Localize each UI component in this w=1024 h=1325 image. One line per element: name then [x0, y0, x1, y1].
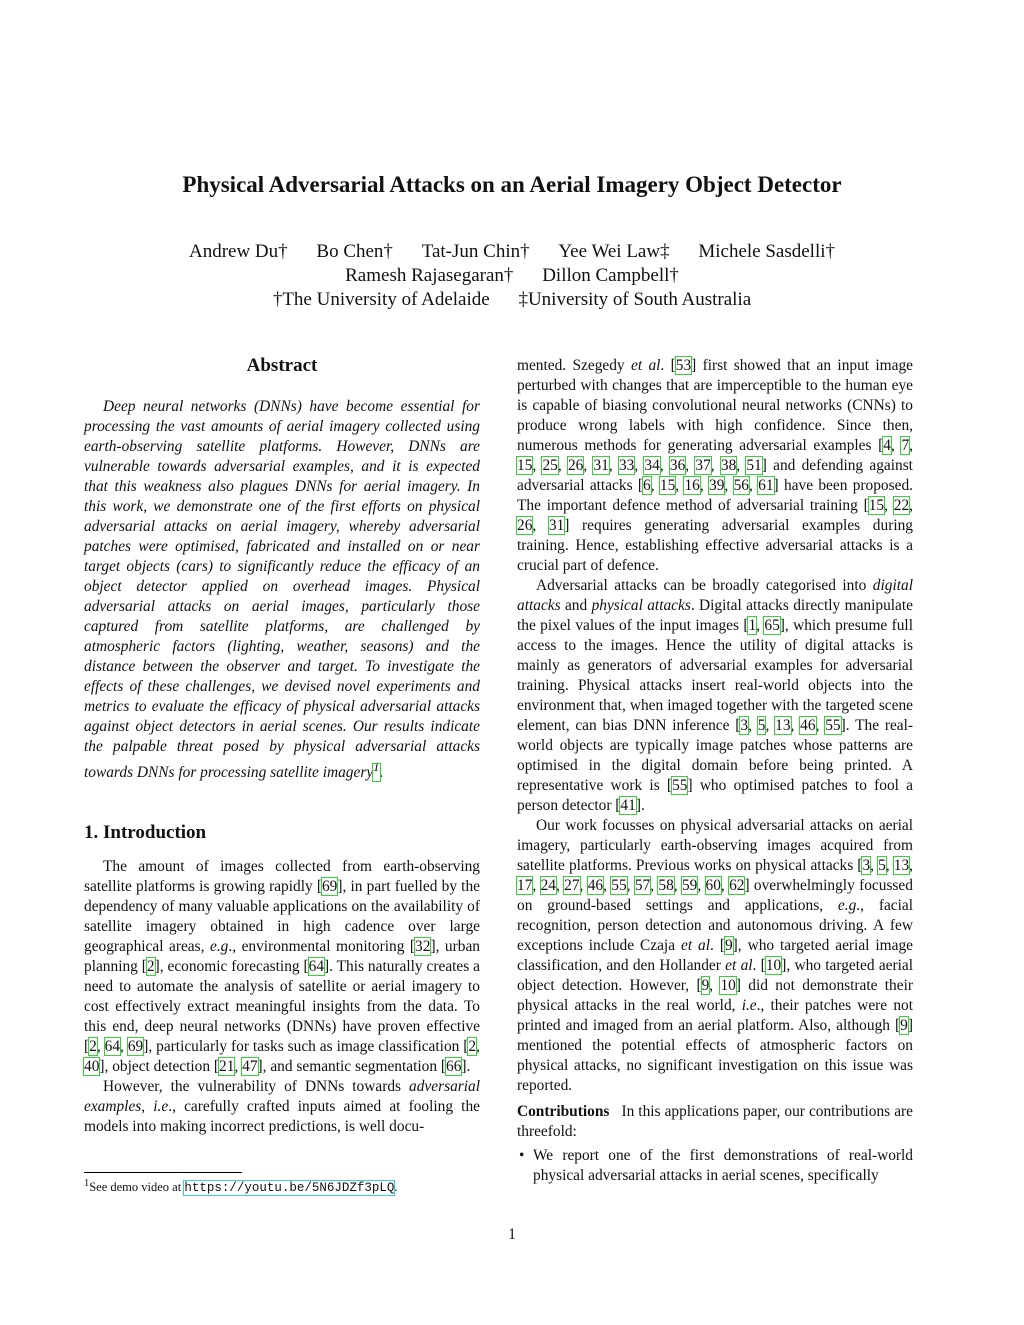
citation-link[interactable]: 55	[611, 877, 627, 894]
author: Dillon Campbell†	[542, 265, 679, 286]
citation-link[interactable]: 41	[620, 797, 636, 814]
citation-link[interactable]: 13	[893, 857, 910, 874]
citation-link[interactable]: 16	[684, 477, 700, 494]
author: Michele Sasdelli†	[698, 241, 836, 262]
citation-link[interactable]: 60	[705, 877, 721, 894]
citation-link[interactable]: 64	[308, 958, 325, 976]
citation-link[interactable]: 56	[733, 477, 749, 494]
citation-link[interactable]: 33	[618, 457, 635, 474]
citation-link[interactable]: 13	[775, 717, 791, 734]
citation-link[interactable]: 17	[517, 877, 533, 894]
citation-link[interactable]: 9	[724, 937, 733, 954]
intro-paragraph-2: However, the vulnerability of DNNs towards adversarial examples, i.e., carefully crafted inputs aimed at fooling the models into making incorrect predictions, is well docu-	[84, 1078, 480, 1136]
affiliations	[0, 288, 1024, 312]
citation-link[interactable]: 2	[468, 1038, 477, 1056]
footnote-link[interactable]: 1	[373, 764, 379, 781]
citation-link[interactable]: 61	[758, 477, 774, 494]
citation-link[interactable]: 51	[746, 457, 762, 474]
citation-link[interactable]: 36	[669, 457, 686, 474]
citation-link[interactable]: 66	[446, 1058, 462, 1076]
citation-link[interactable]: 46	[800, 717, 816, 734]
citation-link[interactable]: 39	[709, 477, 725, 494]
citation-link[interactable]: 2	[89, 1038, 97, 1056]
citation-link[interactable]: 26	[567, 457, 584, 474]
citation-link[interactable]: 34	[644, 457, 660, 474]
contributions-paragraph: Contributions In this applications paper, our contributions are threefold:	[517, 1103, 913, 1140]
right-column	[517, 356, 913, 1186]
paper-title: Physical Adversarial Attacks on an Aerial Imagery Object Detector	[182, 172, 842, 197]
citation-link[interactable]: 15	[659, 477, 676, 494]
citation-link[interactable]: 69	[321, 878, 338, 896]
citation-link[interactable]: 2	[146, 958, 155, 976]
authors-line-2	[0, 264, 1024, 288]
citation-link[interactable]: 21	[219, 1058, 235, 1076]
citation-link[interactable]: 7	[901, 437, 910, 454]
citation-link[interactable]: 1	[748, 617, 757, 634]
intro-paragraph-2-cont: mented. Szegedy et al. [53] first showed that an input image perturbed with changes that are imperceptible to the human eye is capable of biasing convolutional neural networks (CNNs) to produce wrong labels with high confidence. Since then, numerous methods for generating adversarial examples [4, 7, 15, 25, 26, 31, 33, 34, 36, 37, 38, 51] and defending against adversarial attacks [6, 15, 16, 39, 56, 61] have been proposed. The important defence method of adversarial training [15, 22, 26, 31] requires generating adversarial examples during training. Hence, establishing effective adversarial attacks is a crucial part of defence.	[517, 357, 914, 574]
citation-link[interactable]: 15	[868, 497, 885, 514]
citation-link[interactable]: 31	[548, 517, 565, 534]
author: Yee Wei Law‡	[558, 241, 670, 262]
citation-link[interactable]: 55	[672, 777, 688, 794]
author: Andrew Du†	[188, 241, 288, 262]
abstract-heading: Abstract	[246, 355, 318, 376]
citation-link[interactable]: 58	[658, 877, 674, 894]
citation-link[interactable]: 65	[764, 617, 780, 634]
citation-link[interactable]: 9	[900, 1017, 908, 1034]
citation-link[interactable]: 64	[104, 1038, 121, 1056]
citation-link[interactable]: 24	[540, 877, 556, 894]
citation-link[interactable]: 46	[587, 877, 604, 894]
citation-link[interactable]: 3	[740, 717, 749, 734]
author: Tat-Jun Chin†	[421, 241, 530, 262]
footnote-rule	[84, 1172, 242, 1173]
author-block	[0, 240, 1024, 312]
citation-link[interactable]: 10	[720, 977, 736, 994]
citation-link[interactable]: 59	[681, 877, 698, 894]
citation-link[interactable]: 4	[883, 437, 891, 454]
citation-link[interactable]: 26	[517, 517, 533, 534]
citation-link[interactable]: 10	[765, 957, 782, 974]
citation-link[interactable]: 5	[878, 857, 886, 874]
citation-link[interactable]: 15	[517, 457, 533, 474]
contributions-list	[517, 1146, 913, 1186]
citation-link[interactable]: 31	[593, 457, 609, 474]
abstract-text: Deep neural networks (DNNs) have become essential for processing the vast amounts of aerial imagery collected using earth-observing satellite platforms. However, DNNs are vulnerable towards adversarial examples, and it is expected that this weakness also plagues DNNs for aerial imagery. In this work, we demonstrate one of the first efforts on physical adversarial attacks on aerial imagery, whereby adversarial patches were optimised, fabricated and installed on or near target objects (cars) to significantly reduce the efficacy of an object detector applied on overhead images. Physical adversarial attacks on aerial images, particularly those captured from satellite platforms, are challenged by atmospheric factors (lighting, weather, seasons) and the distance between the observer and target. To investigate the effects of these challenges, we devised novel experiments and metrics to evaluate the efficacy of physical adversarial attacks against object detectors in aerial scenes. Our results indicate the palpable threat posed by physical adversarial attacks towards DNNs for processing satellite imagery$^1$.	[84, 398, 480, 782]
citation-link[interactable]: 6	[643, 477, 651, 494]
intro-paragraph-3: Adversarial attacks can be broadly categorised into digital attacks and physical attacks. Digital attacks directly manipulate the pixel values of the input images [1, 65], which presume full access to the images. Hence the utility of digital attacks is mainly as generators of adversarial examples for adversarial training. Physical attacks insert real-world objects into the environment that, when imaged together with the targeted scene element, can bias DNN inference [3, 5, 13, 46, 55]. The real-world objects are typically image patches whose patterns are optimised in the digital domain before being printed. A representative work is [55] who optimised patches to fool a person detector [41].	[517, 577, 914, 814]
section-heading-introduction: 1. Introduction	[84, 822, 207, 844]
intro-paragraph-4: Our work focusses on physical adversarial attacks on aerial imagery, particularly earth-observing images acquired from satellite platforms. Previous works on physical attacks [3, 5, 13, 17, 24, 27, 46, 55, 57, 58, 59, 60, 62] overwhelmingly focussed on ground-based settings and applications, e.g., facial recognition, person detection and autonomous driving. A few exceptions include Czaja et al. [9], who targeted aerial image classification, and den Hollander et al. [10], who targeted aerial object detection. However, [9, 10] did not demonstrate their physical attacks in the real world, i.e., their patches were not printed and imaged from an aerial platform. Also, although [9] mentioned the potential effects of atmospheric factors on physical attacks, no significant investigation on this issue was reported.	[517, 817, 913, 1094]
footnote-url-link[interactable]: https://youtu.be/5N6JDZf3pLQ	[184, 1181, 395, 1196]
citation-link[interactable]: 3	[862, 857, 871, 874]
authors-line-1	[0, 240, 1024, 264]
citation-link[interactable]: 22	[893, 497, 910, 514]
affiliation: †The University of Adelaide	[272, 289, 490, 310]
page-number: 1	[508, 1226, 516, 1243]
citation-link[interactable]: 37	[695, 457, 711, 474]
author: Bo Chen†	[316, 241, 393, 262]
intro-paragraph-1: The amount of images collected from earth-observing satellite platforms is growing rapidly [69], in part fuelled by the dependency of many valuable applications on the availability of satellite imagery obtained in high cadence over large geographical areas, e.g., environmental monitoring [32], urban planning [2], economic forecasting [64]. This naturally creates a need to automate the analysis of satellite or aerial imagery to cost effectively extract meaningful insights from the data. To this end, deep neural networks (DNNs) have proven effective [2, 64, 69], particularly for tasks such as image classification [2, 40], object detection [21, 47], and semantic segmentation [66].	[84, 858, 480, 1076]
citation-link[interactable]: 38	[720, 457, 737, 474]
citation-link[interactable]: 25	[542, 457, 558, 474]
citation-link[interactable]: 47	[242, 1058, 258, 1076]
citation-link[interactable]: 40	[84, 1058, 100, 1076]
citation-link[interactable]: 9	[701, 977, 710, 994]
citation-link[interactable]: 53	[675, 357, 692, 374]
citation-link[interactable]: 27	[564, 877, 580, 894]
citation-link[interactable]: 62	[729, 877, 745, 894]
citation-link[interactable]: 5	[757, 717, 766, 734]
citation-link[interactable]: 55	[825, 717, 841, 734]
affiliation: ‡University of South Australia	[518, 289, 752, 310]
citation-link[interactable]: 57	[634, 877, 651, 894]
contributions-heading: Contributions	[517, 1103, 610, 1120]
left-column	[84, 356, 480, 1137]
citation-link[interactable]: 69	[127, 1038, 144, 1056]
list-item: • We report one of the first demonstrations of real-world physical adversarial attacks in aerial scenes, specifically	[533, 1146, 913, 1186]
footnote: $^1$See demo video at https://youtu.be/5N6JDZf3pLQ.	[84, 1178, 398, 1196]
author: Ramesh Rajasegaran†	[345, 265, 514, 286]
citation-link[interactable]: 32	[415, 938, 431, 956]
